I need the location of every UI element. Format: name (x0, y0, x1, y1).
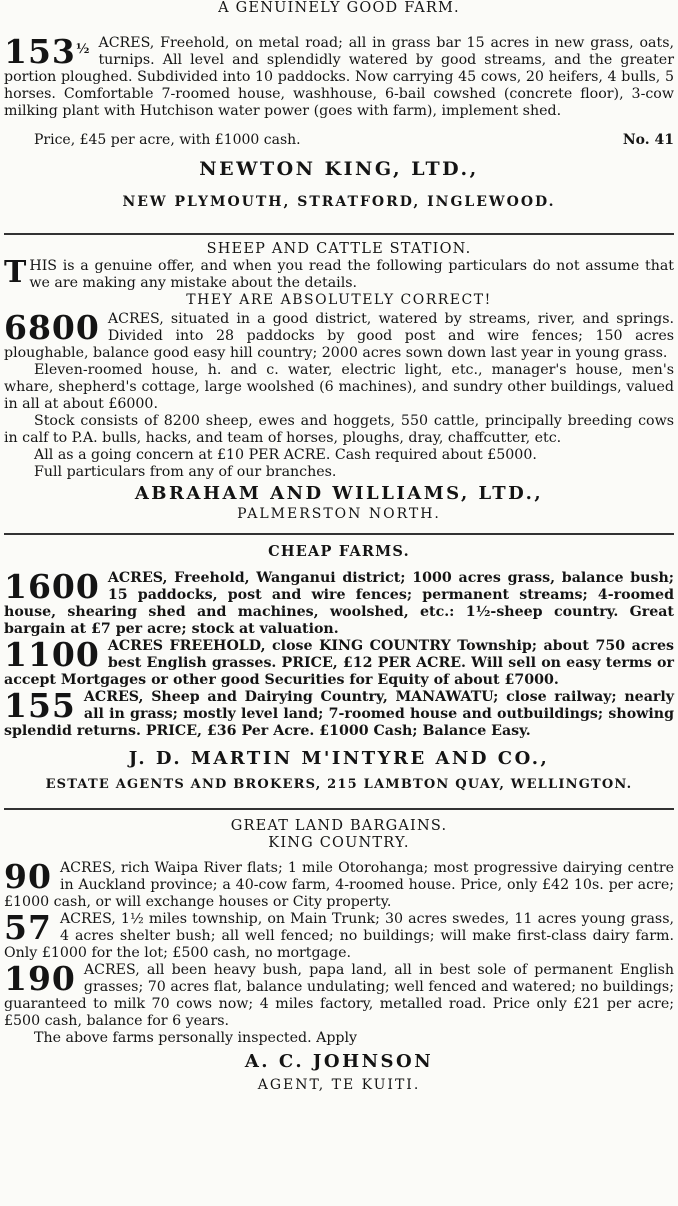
acreage-number: 155 (4, 686, 76, 725)
ad-paragraph: Full particulars from any of our branches. (34, 464, 337, 480)
ad-paragraph: Eleven-roomed house, h. and c. water, electric light, etc., manager's house, men's whare, shepherd's cottage, large woolshed (6 machines), and sundry other buildings, valued in all at about £6000. (4, 362, 674, 412)
listing-item: 1600 ACRES, Freehold, Wanganui district; 1000 acres grass, balance bush; 15 paddocks, post and wire fences; permanent streams; 4-roomed house, shearing shed and machines, woolshed, etc.: 1½-sheep country. Great bargain at £7 per acre; stock at valuation. (4, 567, 674, 637)
firm-name: NEWTON KING, LTD., (199, 158, 479, 180)
listing-item: 190 ACRES, all been heavy bush, papa land, all in best sole of permanent English grasses; 70 acres flat, balance undulating; well fenced and watered; no buildings; guaranteed to milk 70 cows now; 4 miles factory, metalled road. Price only £21 per acre; £500 cash, balance for 6 years. (4, 959, 674, 1029)
acreage-number: $153^{\frac{1}{2}}$ (4, 32, 91, 71)
drop-cap: T (4, 255, 27, 290)
ad-body (4, 32, 674, 120)
newspaper-page (4, 0, 674, 1094)
ad-martin-mintyre (4, 543, 674, 794)
ad-intro: T HIS is a genuine offer, and when you read the following particulars do not assume that we are making any mistake about the details. (4, 255, 674, 291)
acreage-number: 57 (4, 908, 52, 947)
acreage-number: 1100 (4, 635, 100, 674)
closing-line: The above farms personally inspected. Apply (34, 1030, 358, 1046)
listing-item: 57 ACRES, 1½ miles township, on Main Trunk; 30 acres swedes, 11 acres young grass, 4 acres shelter bush; all well fenced; no buildings; will make first-class dairy farm. Only £1000 for the lot; £500 cash, no mortgage. (4, 908, 674, 961)
agent-name: A. C. JOHNSON (244, 1051, 434, 1072)
price-row (4, 132, 674, 148)
ad-newton-king (4, 0, 674, 211)
acreage-number: 190 (4, 959, 76, 998)
divider (4, 533, 674, 535)
firm-town: PALMERSTON NORTH. (237, 506, 441, 522)
acreage-number: 90 (4, 857, 52, 896)
listing-item: 155 ACRES, Sheep and Dairying Country, MANAWATU; close railway; nearly all in grass; mostly level land; 7-roomed house and outbuildings; showing splendid returns. PRICE, £36 Per Acre. £1000 Cash; Balance Easy. (4, 686, 674, 739)
firm-towns: NEW PLYMOUTH, STRATFORD, INGLEWOOD. (122, 194, 556, 210)
ad-subheader: KING COUNTRY. (268, 835, 410, 851)
price-text: Price, £45 per acre, with £1000 cash. (34, 132, 301, 148)
divider (4, 808, 674, 810)
agent-town: AGENT, TE KUITI. (257, 1077, 421, 1093)
firm-name: ABRAHAM AND WILLIAMS, LTD., (134, 483, 544, 504)
ad-abraham-williams (4, 241, 674, 523)
ad-header: GREAT LAND BARGAINS. (230, 818, 448, 834)
listing-item: 90 ACRES, rich Waipa River flats; 1 mile Otorohanga; most progressive dairying centre in Auckland province; a 40-cow farm, 4-roomed house. Price, only £42 10s. per acre; £1000 cash, or will exchange houses or City property. (4, 857, 674, 910)
listing-group (4, 567, 674, 740)
firm-name: J. D. MARTIN M'INTYRE AND CO., (128, 748, 550, 769)
acreage-number: 6800 (4, 308, 100, 347)
reference-number: No. 41 (622, 132, 674, 148)
ad-body: 6800 ACRES, situated in a good district, watered by streams, river, and springs. Divided into 28 paddocks by good post and wire fences; 150 acres ploughable, balance good easy hill country; 2000 acres sown down last year in young grass. (4, 308, 674, 361)
ad-text: ACRES, Freehold, on metal road; all in grass bar 15 acres in new grass, oats, turnips. All level and splendidly watered by good streams, and the greater portion ploughed. Subdivided into 10 paddocks. Now carrying 45 cows, 20 heifers, 4 bulls, 5 horses. Comfortable 7-roomed house, washhouse, 6-bail cowshed (concrete floor), 3-cow milking plant with Hutchison water power (goes with farm), implement shed. (4, 35, 674, 119)
ad-paragraph: All as a going concern at £10 PER ACRE. Cash required about £5000. (34, 447, 537, 463)
ad-johnson (4, 818, 674, 1094)
ad-header: A GENUINELY GOOD FARM. (218, 0, 460, 16)
listing-group (4, 857, 674, 1030)
ad-header: CHEAP FARMS. (268, 543, 410, 560)
listing-item: 1100 ACRES FREEHOLD, close KING COUNTRY Township; about 750 acres best English grasses. PRICE, £12 PER ACRE. Will sell on easy terms or accept Mortgages or other good Securities for Equity of about £7000. (4, 635, 674, 688)
divider (4, 233, 674, 235)
firm-address: ESTATE AGENTS AND BROKERS, 215 LAMBTON QUAY, WELLINGTON. (45, 777, 633, 792)
ad-header: SHEEP AND CATTLE STATION. (206, 241, 472, 257)
acreage-number: 1600 (4, 567, 100, 606)
ad-paragraph: Stock consists of 8200 sheep, ewes and hoggets, 550 cattle, principally breeding cows in calf to P.A. bulls, hacks, and team of horses, ploughs, dray, chaffcutter, etc. (4, 413, 674, 446)
absolutely-correct: THEY ARE ABSOLUTELY CORRECT! (186, 292, 492, 308)
